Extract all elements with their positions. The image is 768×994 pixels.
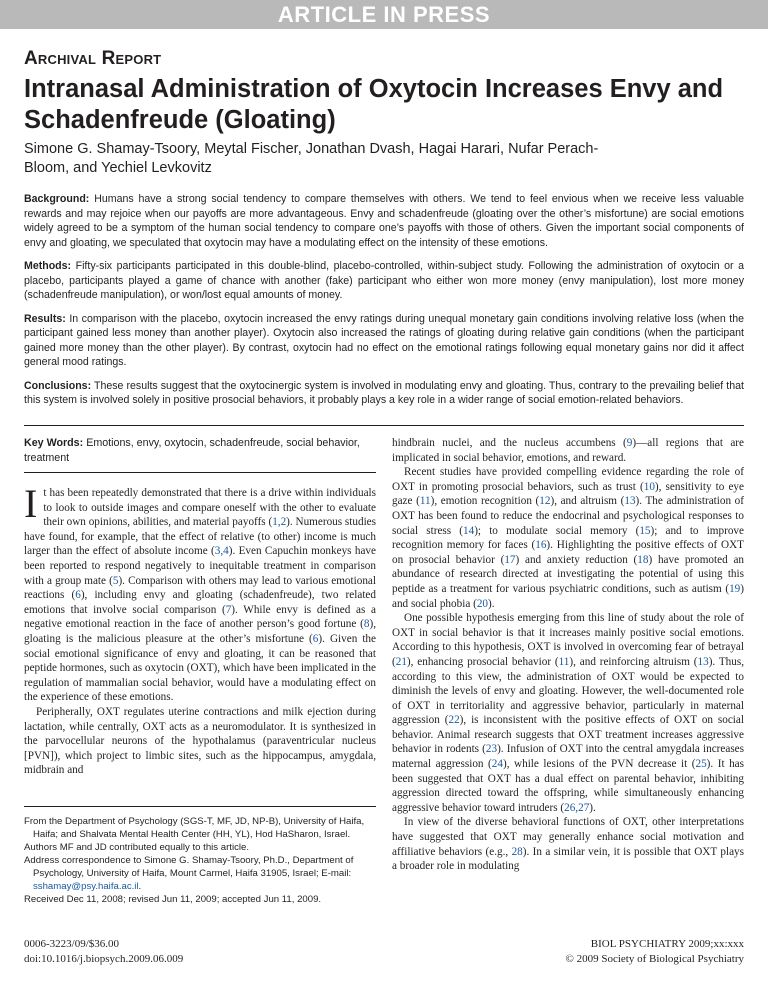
text-run: ). The administration of OXT has been found to reduce the endocrinal and psychological responses to social stress ( [392, 495, 744, 537]
text-run: ). Infusion of OXT into the central amygdala increases maternal aggression ( [392, 743, 744, 771]
left-column [24, 436, 376, 778]
text-run: ) and social phobia ( [392, 582, 744, 610]
abstract-divider [24, 425, 744, 426]
keywords-heading: Key Words: [24, 437, 84, 449]
text-run: ). Even Capuchin monkeys have been reported to respond negatively to inequitable treatment in comparison with a group mate ( [24, 545, 376, 587]
citation-link[interactable]: 9 [626, 437, 633, 449]
affiliations-footnote [24, 806, 376, 906]
received-dates: Received Dec 11, 2008; revised Jun 11, 2009; accepted Jun 11, 2009. [24, 894, 322, 905]
text-run: ), including envy and gloating (schadenfreude), two related emotions that involve social comparison ( [24, 589, 376, 616]
body-paragraph-hypothesis [392, 611, 744, 815]
text-run: ), gloating is the malicious pleasure at the other’s misfortune ( [24, 618, 376, 645]
citation-link[interactable]: 23 [485, 743, 498, 756]
citation-link[interactable]: 11 [419, 495, 431, 508]
citation-link[interactable]: 17 [504, 553, 516, 566]
citation-link[interactable]: 18 [637, 553, 649, 566]
abstract-background [24, 192, 744, 250]
text-run: ); to modulate social memory ( [474, 524, 640, 537]
text-run: . [138, 881, 142, 892]
text-run: In view of the diverse behavioral functions of OXT, other interpretations have suggested that OXT may generally enhance social motivation and affiliative behaviors (e.g., [392, 816, 744, 858]
abstract [24, 192, 744, 417]
intro-paragraph-2: Peripherally, OXT regulates uterine contractions and milk ejection during lactation, while centrally, OXT acts as a neuromodulator. It is synthesized in the parvocellular neurons of the hypothalamus (paraventricular nucleus [PVN]), which project to limbic sites, such as the hippocampus, amygdala, midbrain and [24, 705, 376, 777]
citation-link[interactable]: 8 [363, 618, 370, 631]
abstract-results-heading: Results: [24, 312, 66, 325]
text-run: ). [488, 597, 495, 610]
affiliations-divider [24, 806, 376, 807]
affiliation-departments: From the Department of Psychology (SGS-T, MF, JD, NP-B), University of Haifa, Haifa; and Shalvata Mental Health Center (HH, YL), Hod HaSharon, Israel. [24, 816, 365, 840]
text-run: ). It has been suggested that OXT has a dual effect on parental behavior, inhibiting aggression directed toward the offspring, while simultaneously enhancing aggressive behavior toward intruders ( [392, 758, 745, 814]
right-column [392, 436, 744, 874]
footer-right [565, 937, 744, 967]
abstract-background-heading: Background: [24, 193, 90, 205]
citation-link[interactable]: 5 [112, 574, 119, 587]
article-title: Intranasal Administration of Oxytocin Increases Envy and Schadenfreude (Gloating) [24, 75, 724, 134]
abstract-conclusions-text: These results suggest that the oxytocinergic system is involved in modulating envy and gloating. Thus, contrary to the prevailing belief that this system is involved solely in positive prosocial behaviors, it probably plays a key role in a wider range of social emotion-related behaviors. [24, 379, 744, 406]
author-list: Simone G. Shamay-Tsoory, Meytal Fischer, Jonathan Dvash, Hagai Harari, Nufar Perach-Bloom, and Yechiel Levkovitz [24, 141, 599, 176]
citation-link[interactable]: 19 [729, 582, 741, 595]
citation-link[interactable]: 15 [639, 524, 651, 537]
text-run: ). Numerous studies have found, for example, that the effect of relative (to other) income is much larger than the effect of absolute income ( [24, 516, 376, 558]
citation-link[interactable]: 3,4 [214, 545, 229, 558]
issn-price: 0006-3223/09/$36.00 [24, 938, 120, 950]
citation-link[interactable]: 7 [225, 603, 232, 616]
citation-link[interactable]: 24 [491, 758, 503, 771]
text-run: ), sensitivity to eye gaze ( [392, 480, 744, 508]
citation-link[interactable]: 14 [463, 524, 475, 537]
citation-link[interactable]: 21 [395, 655, 407, 668]
citation-link[interactable]: 10 [643, 480, 655, 493]
text-run: ), emotion recognition ( [430, 495, 540, 508]
text-run: t has been repeatedly demonstrated that there is a drive within individuals to look to outside images and compare oneself with the other to evaluate their own opinions, abilities, and material payoffs ( [43, 487, 376, 529]
abstract-conclusions [24, 379, 744, 408]
abstract-methods-text: Fifty-six participants participated in this double-blind, placebo-controlled, within-subject study. Following the administration of oxytocin or a placebo, participants played a game of chance with another (fake) participant who either won more money (envy manipulation), lost more money (schadenfreude manipulation), or won/lost equal amounts of money. [24, 260, 744, 301]
text-run: Recent studies have provided compelling evidence regarding the role of OXT in promoting prosocial behaviors, such as trust ( [392, 466, 744, 493]
citation-link[interactable]: 12 [539, 495, 551, 508]
text-run: ). [589, 801, 596, 814]
section-label: Archival Report [24, 48, 162, 69]
citation-link[interactable]: 6 [75, 589, 81, 602]
text-run: ), and reinforcing altruism ( [569, 655, 698, 668]
citation-link[interactable]: 25 [695, 758, 707, 771]
article-in-press-banner: ARTICLE IN PRESS [0, 0, 768, 29]
keywords [24, 436, 376, 465]
correspondence-address [24, 854, 376, 893]
journal-citation: BIOL PSYCHIATRY 2009;xx:xxx [590, 938, 744, 950]
text-run: ). Highlighting the positive effects of OXT on prosocial behavior ( [392, 539, 745, 566]
text-run: One possible hypothesis emerging from this line of study about the role of OXT in social behavior is that it increases mainly positive social emotions. According to this hypothesis, OXT is involved in overcoming fear of betrayal ( [392, 612, 744, 668]
doi: doi:10.1016/j.biopsych.2009.06.009 [24, 953, 184, 965]
body-paragraph-continued [392, 436, 744, 465]
text-run: ) and anxiety reduction ( [515, 553, 638, 566]
body-paragraph-diverse-functions [392, 815, 744, 873]
keywords-text: Emotions, envy, oxytocin, schadenfreude, social behavior, treatment [24, 437, 360, 464]
abstract-methods-heading: Methods: [24, 260, 72, 272]
citation-link[interactable]: 11 [558, 655, 570, 668]
copyright: © 2009 Society of Biological Psychiatry [565, 953, 744, 965]
citation-link[interactable]: 13 [624, 495, 636, 508]
keywords-divider [24, 472, 376, 473]
citation-link[interactable]: 6 [312, 632, 319, 645]
citation-link[interactable]: 26,27 [564, 801, 590, 814]
text-run: ). In a similar vein, it is possible that OXT plays a broader role in modulating [392, 845, 744, 873]
author-contribution-note: Authors MF and JD contributed equally to this article. [24, 842, 250, 853]
text-run: ). Thus, according to this view, the administration of OXT would be expected to diminish the levels of envy and gloating. However, the well-documented role of OXT in territoriality and aggressive behavior, particularly in maternal aggression ( [392, 655, 745, 727]
text-run: ), is inconsistent with the positive effects of OXT on social behavior. Animal research suggests that OXT treatment increases aggressive behavior in rodents ( [392, 714, 744, 756]
text-run: ). Given the social emotional significance of envy and gloating, it can be reasoned that peptide hormones, such as oxytocin (OXT), which have been implicated in the regulation of mammalian social behavior, would have a modulating effect on the experience of these emotions. [24, 632, 376, 704]
citation-link[interactable]: 1,2 [272, 516, 287, 529]
citation-link[interactable]: 28 [511, 845, 523, 858]
abstract-background-text: Humans have a strong social tendency to compare themselves with others. We tend to feel envious when we receive less valuable rewards and may rejoice when our payoffs are more advantageous. Envy and schadenfreude (gloating over the other’s misfortune) are social emotions widely agreed to be a symptom of the human social tendency to compare one’s payoffs with those of others. Given the important social components of envy and gloating, we speculated that oxytocin may have a modulating effect on the intensity of these emotions. [24, 193, 744, 249]
citation-link[interactable]: 13 [697, 655, 709, 668]
text-run: ), while lesions of the PVN decrease it ( [502, 758, 696, 771]
abstract-methods [24, 259, 744, 303]
abstract-conclusions-heading: Conclusions: [24, 379, 92, 392]
abstract-results [24, 312, 744, 370]
text-run: ). While envy is defined as a negative emotional reaction in the face of another person’s good fortune ( [24, 603, 376, 631]
text-run: ), enhancing prosocial behavior ( [406, 655, 559, 668]
intro-paragraph-1 [24, 481, 376, 705]
text-run: ), and altruism ( [550, 495, 625, 508]
text-run: Address correspondence to Simone G. Shamay-Tsoory, Ph.D., Department of Psychology, University of Haifa, Mount Carmel, Haifa 31905, Israel; E-mail: [24, 855, 354, 879]
text-run: ); and to improve recognition memory for faces ( [392, 524, 744, 552]
footer-left [24, 937, 183, 967]
email-link[interactable]: sshamay@psy.haifa.ac.il [33, 881, 139, 892]
citation-link[interactable]: 16 [535, 539, 547, 552]
citation-link[interactable]: 20 [476, 597, 489, 610]
text-run: hindbrain nuclei, and the nucleus accumbens ( [392, 437, 627, 449]
citation-link[interactable]: 22 [448, 714, 460, 727]
text-run: ). Comparison with others may lead to various emotional reactions ( [24, 574, 376, 602]
abstract-results-text: In comparison with the placebo, oxytocin increased the envy ratings during unequal monetary gain conditions involving relative loss (when the participant gained less money than another player). Oxytocin also increased the ratings of gloating during relative gain conditions (when the participant gained more money than the other player). By contrast, oxytocin had no effect on the emotional ratings following equal monetary gains nor did it affect general mood ratings. [24, 312, 744, 368]
text-run: ) have promoted an abundance of research directed at investigating the potential of using this peptide as a treatment for various psychiatric conditions, such as autism ( [392, 553, 744, 595]
text-run: )—all regions that are implicated in social behavior, emotions, and reward. [392, 437, 744, 464]
drop-cap: I [24, 481, 38, 526]
body-paragraph-prosocial [392, 465, 744, 611]
